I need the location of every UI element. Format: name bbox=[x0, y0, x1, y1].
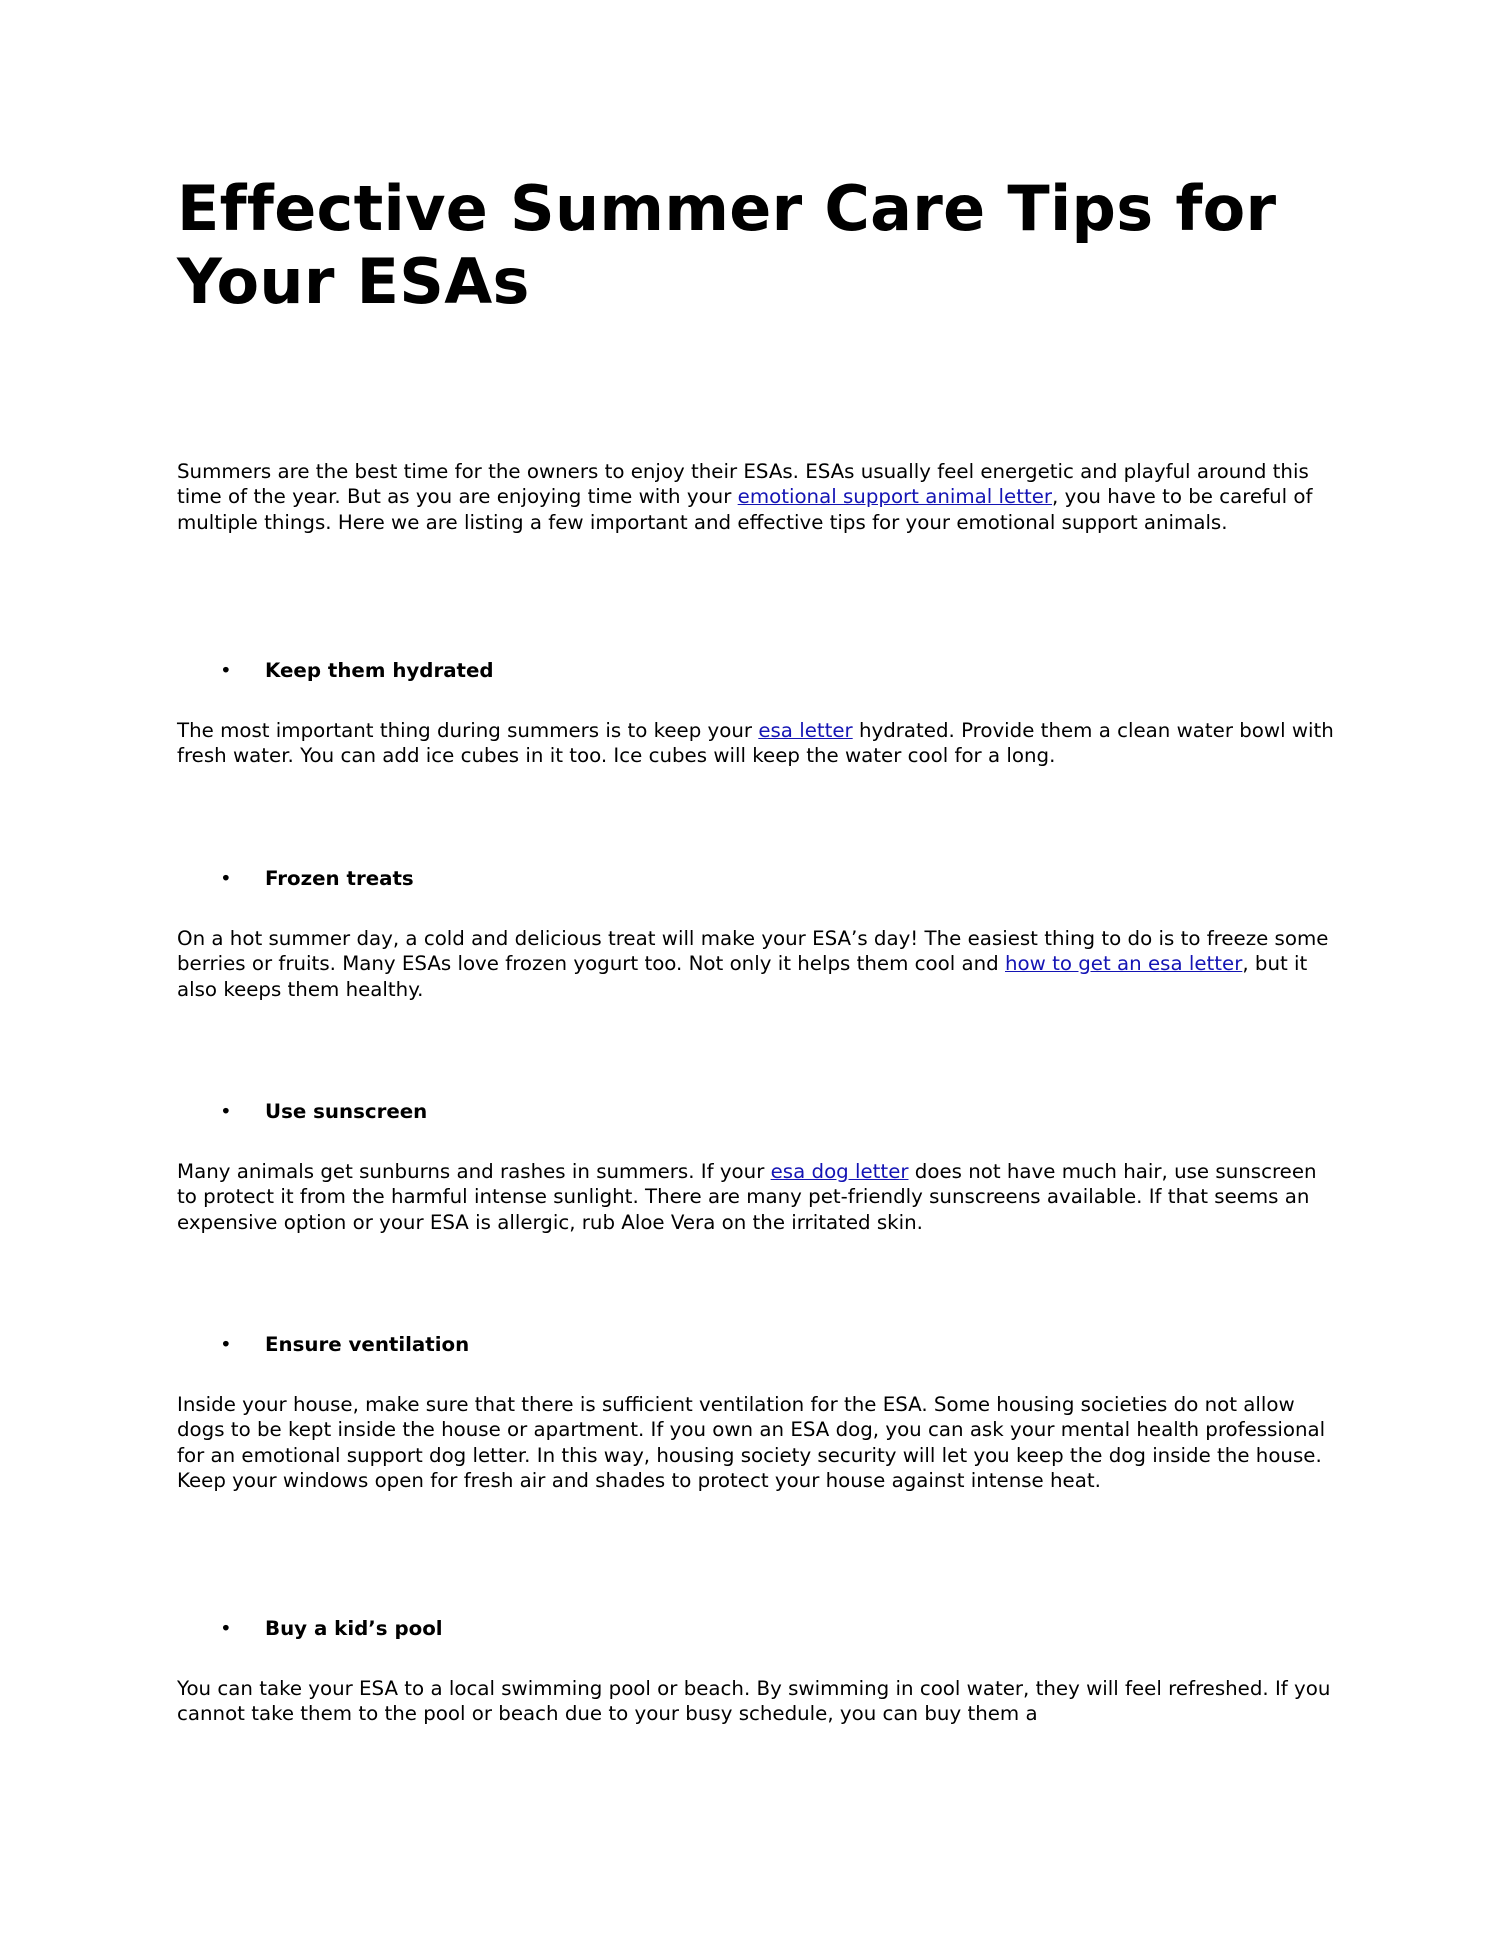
section-heading: Ensure ventilation bbox=[265, 1333, 470, 1356]
paragraph-text: You can take your ESA to a local swimming pool or beach. By swimming in cool water, they will feel refreshed. If you cannot take them to the pool or beach due to your busy schedule, you can buy them a bbox=[177, 1677, 1331, 1726]
how-to-get-an-esa-letter-link[interactable]: how to get an esa letter bbox=[1005, 952, 1243, 976]
paragraph-text: does not have much hair, use sunscreen to protect it from the harmful intense sunlight. There are many pet-friendly sunscreens available. If that seems an expensive option or your ESA is allergic, rub Aloe Vera on the irritated skin. bbox=[177, 1160, 1317, 1234]
esa-dog-letter-link[interactable]: esa dog letter bbox=[770, 1160, 909, 1183]
page-title: Effective Summer Care Tips for Your ESAs bbox=[177, 172, 1277, 318]
bullet-icon: • bbox=[220, 1617, 232, 1640]
paragraph-text: The most important thing during summers is to keep your bbox=[177, 719, 759, 742]
section-paragraph bbox=[177, 718, 1337, 769]
intro-text-before: Summers are the best time for the owners to enjoy their ESAs. ESAs usually feel energetic and playful around this time of the year. But as you are enjoying time with your bbox=[177, 460, 1309, 509]
emotional-support-animal-letter-link[interactable]: emotional support animal letter bbox=[737, 485, 1053, 509]
section-heading: Buy a kid’s pool bbox=[265, 1617, 443, 1640]
intro-text-after: , you have to be careful of multiple things. Here we are listing a few important and effective tips for your emotional support animals. bbox=[177, 485, 1313, 534]
intro-paragraph bbox=[177, 459, 1337, 535]
paragraph-text: Many animals get sunburns and rashes in summers. If your bbox=[177, 1160, 771, 1183]
paragraph-text: , but it also keeps them healthy. bbox=[177, 952, 1308, 1001]
section-paragraph bbox=[177, 1392, 1337, 1493]
bullet-icon: • bbox=[220, 659, 232, 682]
section-heading: Use sunscreen bbox=[265, 1100, 428, 1123]
section-heading: Keep them hydrated bbox=[265, 659, 494, 682]
section-paragraph bbox=[177, 926, 1337, 1002]
paragraph-text: Inside your house, make sure that there is sufficient ventilation for the ESA. Some housing societies do not allow dogs to be kept inside the house or apartment. If you own an ESA dog, you can ask your mental health professional for an emotional support dog letter. In this way, housing society security will let you keep the dog inside the house. Keep your windows open for fresh air and shades to protect your house against intense heat. bbox=[177, 1393, 1326, 1492]
bullet-icon: • bbox=[220, 1333, 232, 1356]
bullet-icon: • bbox=[220, 867, 232, 890]
section-heading: Frozen treats bbox=[265, 867, 414, 890]
paragraph-text: On a hot summer day, a cold and delicious treat will make your ESA’s day! The easiest thing to do is to freeze some berries or fruits. Many ESAs love frozen yogurt too. Not only it helps them cool and bbox=[177, 927, 1329, 976]
esa-letter-link[interactable]: esa letter bbox=[758, 719, 853, 742]
section-paragraph bbox=[177, 1676, 1337, 1727]
bullet-icon: • bbox=[220, 1100, 232, 1123]
paragraph-text: hydrated. Provide them a clean water bowl with fresh water. You can add ice cubes in it too. Ice cubes will keep the water cool for a long. bbox=[177, 719, 1334, 768]
section-paragraph bbox=[177, 1159, 1337, 1235]
